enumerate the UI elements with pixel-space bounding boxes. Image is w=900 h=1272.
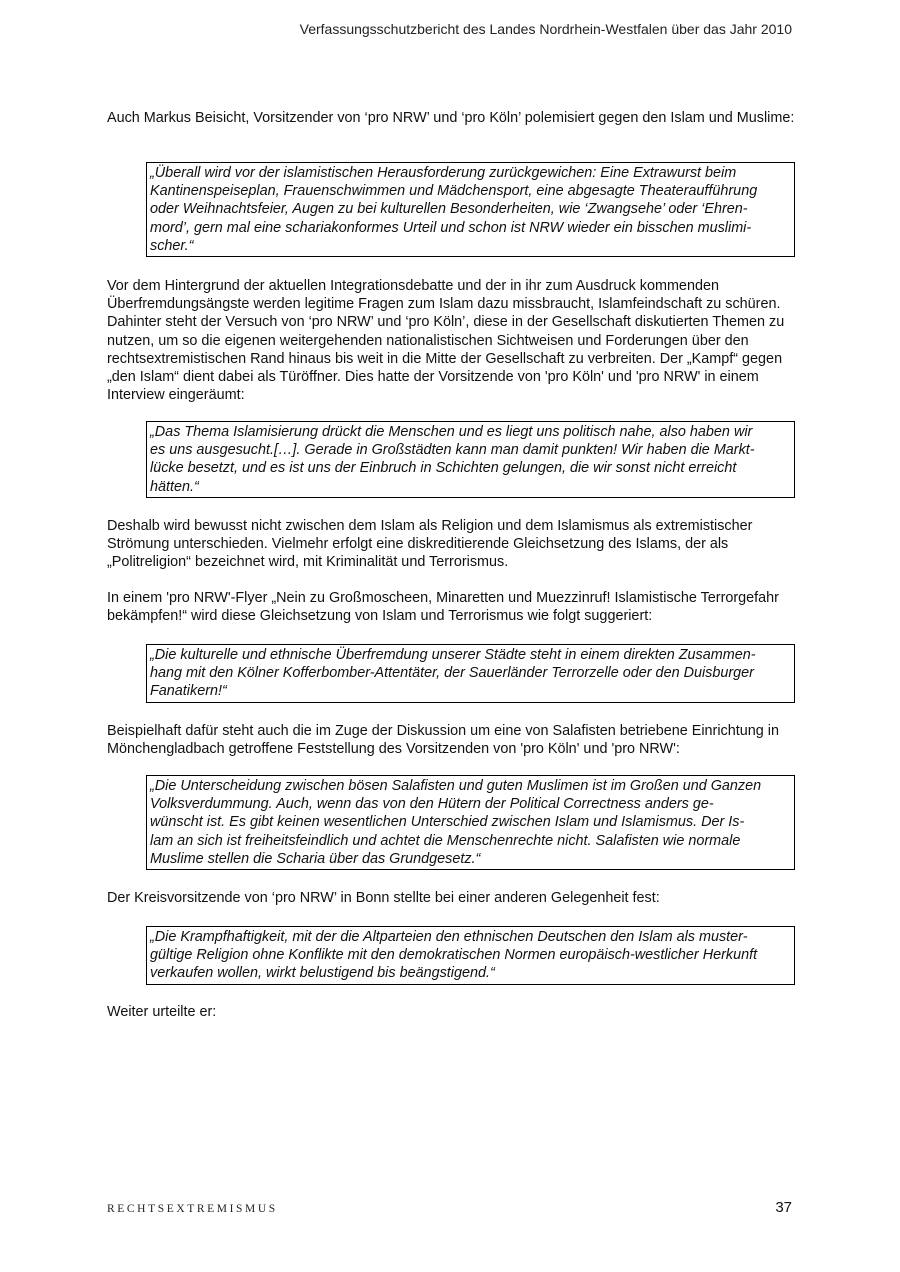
quote-line: scher.“	[150, 237, 194, 254]
quote-line: Fanatikern!“	[150, 683, 227, 700]
quote-line: Kantinenspeiseplan, Frauenschwimmen und Mädchensport, eine abgesagte Theateraufführung	[150, 183, 758, 200]
quote-line: oder Weihnachtsfeier, Augen zu bei kulturellen Besonderheiten, wie ‘Zwangsehe’ oder ‘Ehren-	[150, 201, 748, 218]
quote-line: hang mit den Kölner Kofferbomber-Attentäter, der Sauerländer Terrorzelle oder den Duisburger	[150, 665, 754, 682]
paragraph-weiter: Weiter urteilte er:	[107, 1004, 217, 1020]
quote-ueberfremdung	[146, 644, 795, 703]
quote-beisicht	[146, 162, 795, 257]
quote-line: Muslime stellen die Scharia über das Grundgesetz.“	[150, 850, 481, 867]
paragraph-flyer: In einem 'pro NRW'-Flyer „Nein zu Großmoscheen, Minaretten und Muezzinruf! Islamistische Terrorgefahr bekämpfen!“ wird diese Gleichsetzung von Islam und Terrorismus wie folgt suggeriert:	[107, 590, 779, 625]
quote-line: mord’, gern mal eine schariakonformes Urteil und schon ist NRW wieder ein bisschen muslimi-	[150, 219, 752, 236]
page-number: 37	[775, 1199, 792, 1216]
quote-line: „Überall wird vor der islamistischen Herausforderung zurückgewichen: Eine Extrawurst beim	[150, 165, 737, 181]
paragraph-politreligion: Deshalb wird bewusst nicht zwischen dem Islam als Religion und dem Islamismus als extremistischer Strömung unterschieden. Vielmehr erfolgt eine diskreditierende Gleichsetzung des Islams, der als „Politreligion“ bezeichnet wird, mit Kriminalität und Terrorismus.	[107, 518, 753, 571]
header-title: Verfassungsschutzbericht des Landes Nordrhein-Westfalen über das Jahr 2010	[299, 21, 792, 37]
quote-line: „Die kulturelle und ethnische Überfremdung unserer Städte steht in einem direkten Zusammen-	[150, 647, 756, 663]
paragraph-kreisvorsitzender: Der Kreisvorsitzende von ‘pro NRW’ in Bonn stellte bei einer anderen Gelegenheit fest:	[107, 890, 660, 906]
paragraph-salafisten: Beispielhaft dafür steht auch die im Zuge der Diskussion um eine von Salafisten betriebene Einrichtung in Mönchengladbach getroffene Feststellung des Vorsitzenden von 'pro Köln' und 'pro NRW':	[107, 723, 779, 758]
quote-line: „Das Thema Islamisierung drückt die Menschen und es liegt uns politisch nahe, also haben wir	[150, 424, 753, 440]
quote-unterscheidung	[146, 775, 795, 870]
footer-section-label: RECHTSEXTREMISMUS	[107, 1203, 278, 1215]
quote-line: hätten.“	[150, 478, 199, 495]
quote-line: „Die Unterscheidung zwischen bösen Salafisten und guten Muslimen ist im Großen und Ganzen	[150, 778, 762, 794]
quote-krampfhaftigkeit	[146, 926, 795, 985]
quote-line: Volksverdummung. Auch, wenn das von den Hütern der Political Correctness anders ge-	[150, 796, 714, 813]
quote-islamisierung	[146, 421, 795, 498]
quote-line: lam an sich ist freiheitsfeindlich und achtet die Menschenrechte nicht. Salafisten wie normale	[150, 832, 741, 849]
paragraph-integration-debate: Vor dem Hintergrund der aktuellen Integrationsdebatte und der in ihr zum Ausdruck kommenden Überfremdungsängste werden legitime Fragen zum Islam dazu missbraucht, Islamfeindschaft zu schüren. Dahinter steht der Versuch von ‘pro NRW’ und ‘pro Köln’, diese in der Gesellschaft diskutierten Themen zu nutzen, um so die eigenen weitergehenden nationalistischen Sichtweisen und Forderungen über den rechtsextremistischen Rand hinaus bis weit in die Mitte der Gesellschaft zu verbreiten. Der „Kampf“ gegen „den Islam“ dient dabei als Türöffner. Dies hatte der Vorsitzende von 'pro Köln' und 'pro NRW' in einem Interview eingeräumt:	[107, 278, 785, 404]
paragraph-beisicht-intro: Auch Markus Beisicht, Vorsitzender von ‘pro NRW’ und ‘pro Köln’ polemisiert gegen den Islam und Muslime:	[107, 110, 795, 126]
quote-line: lücke besetzt, und es ist uns der Einbruch in Schichten gelungen, die wir sonst nicht erreicht	[150, 460, 737, 477]
quote-line: es uns ausgesucht.[…]. Gerade in Großstädten kann man damit punkten! Wir haben die Markt-	[150, 442, 755, 459]
quote-line: wünscht ist. Es gibt keinen wesentlichen Unterschied zwischen Islam und Islamismus. Der Is-	[150, 814, 745, 831]
quote-line: gültige Religion ohne Konflikte mit den demokratischen Normen europäisch-westlicher Herkunft	[150, 947, 758, 964]
quote-line: „Die Krampfhaftigkeit, mit der die Altparteien den ethnischen Deutschen den Islam als muster-	[150, 929, 748, 945]
quote-line: verkaufen wollen, wirkt belustigend bis beängstigend.“	[150, 965, 495, 982]
